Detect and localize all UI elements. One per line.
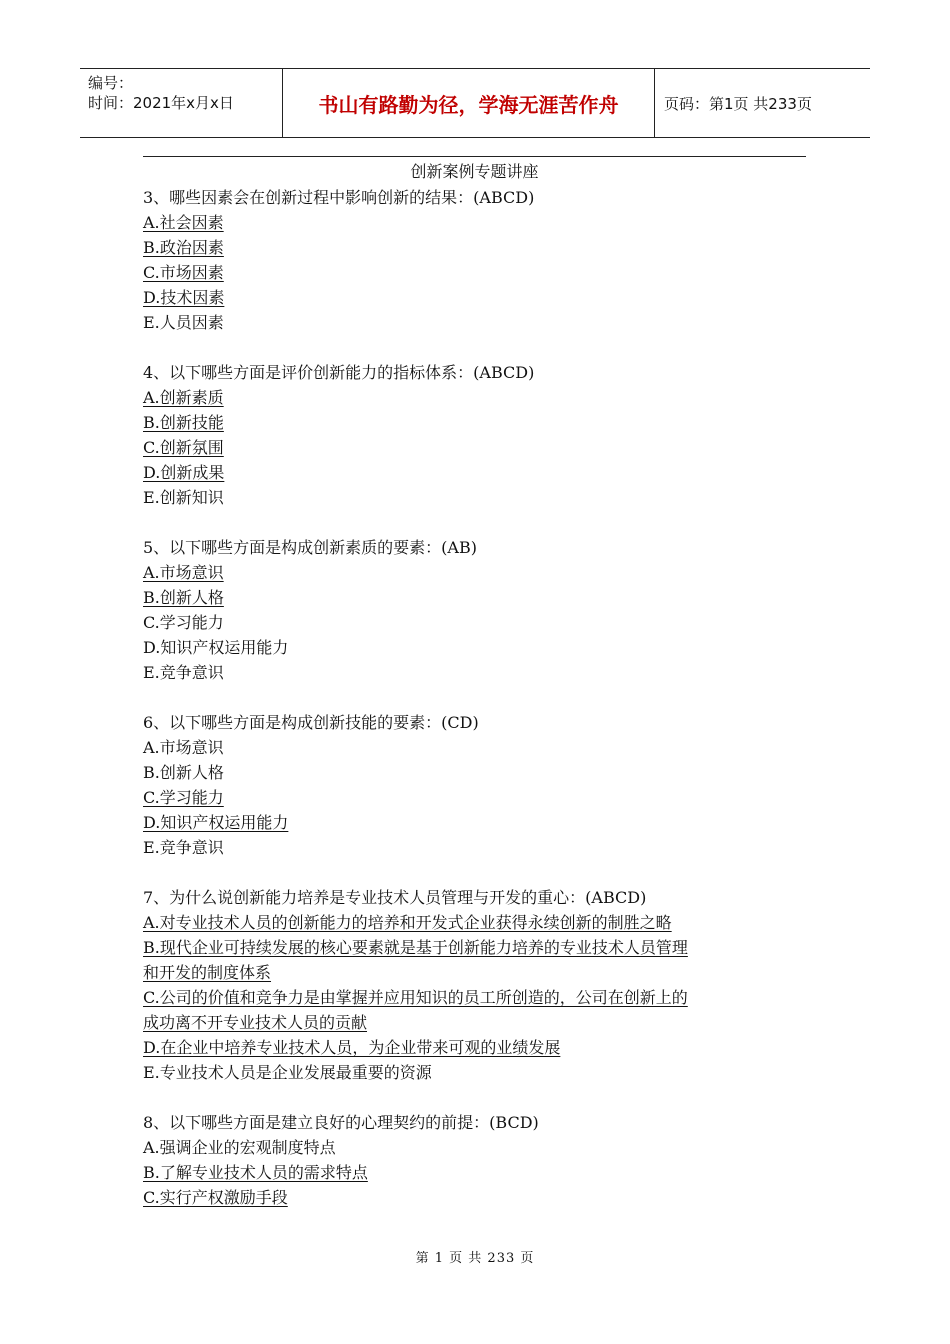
option: E.专业技术人员是企业发展最重要的资源 — [143, 1063, 432, 1082]
option-correct: C.公司的价值和竞争力是由掌握并应用知识的员工所创造的，公司在创新上的 — [143, 988, 688, 1007]
option-correct: 和开发的制度体系 — [143, 963, 272, 982]
option: D.知识产权运用能力 — [143, 638, 289, 657]
question-list — [143, 185, 806, 1210]
option: A.市场意识 — [143, 738, 224, 757]
option: B.创新人格 — [143, 763, 224, 782]
option-correct: A.市场意识 — [143, 563, 224, 582]
option-correct: C.市场因素 — [143, 263, 224, 282]
option-correct: D.技术因素 — [143, 288, 225, 307]
option-correct: D.创新成果 — [143, 463, 225, 482]
option-correct: 成功离不开专业技术人员的贡献 — [143, 1013, 368, 1032]
option-correct: A.对专业技术人员的创新能力的培养和开发式企业获得永续创新的制胜之略 — [143, 913, 672, 932]
option-correct: C.创新氛围 — [143, 438, 224, 457]
option: A.强调企业的宏观制度特点 — [143, 1138, 336, 1157]
serial-label: 编号： — [88, 74, 134, 92]
header-motto: 书山有路勤为径，学海无涯苦作舟 — [318, 92, 619, 117]
option: E.创新知识 — [143, 488, 224, 507]
option-correct: A.社会因素 — [143, 213, 224, 232]
question-stem: 5、以下哪些方面是构成创新素质的要素：(AB) — [143, 538, 477, 557]
option-correct: B.创新技能 — [143, 413, 224, 432]
document-title: 创新案例专题讲座 — [410, 162, 539, 181]
question-stem: 6、以下哪些方面是构成创新技能的要素：(CD) — [143, 713, 479, 732]
page-header — [80, 68, 870, 138]
option-correct: B.政治因素 — [143, 238, 224, 257]
option-correct: C.学习能力 — [143, 788, 224, 807]
header-meta — [88, 73, 234, 113]
option-correct: B.现代企业可持续发展的核心要素就是基于创新能力培养的专业技术人员管理 — [143, 938, 688, 957]
option-correct: B.了解专业技术人员的需求特点 — [143, 1163, 368, 1182]
title-rule — [143, 156, 806, 157]
option-correct: C.实行产权激励手段 — [143, 1188, 288, 1207]
option-correct: D.知识产权运用能力 — [143, 813, 289, 832]
option: E.人员因素 — [143, 313, 224, 332]
header-divider — [654, 69, 655, 137]
option-correct: D.在企业中培养专业技术人员，为企业带来可观的业绩发展 — [143, 1038, 561, 1057]
option-correct: A.创新素质 — [143, 388, 224, 407]
option: E.竞争意识 — [143, 663, 224, 682]
option: E.竞争意识 — [143, 838, 224, 857]
question-stem: 4、以下哪些方面是评价创新能力的指标体系：(ABCD) — [143, 363, 535, 382]
date-line: 时间：2021年x月x日 — [88, 94, 234, 112]
question-stem: 7、为什么说创新能力培养是专业技术人员管理与开发的重心：(ABCD) — [143, 888, 647, 907]
page-footer: 第 1 页 共 233 页 — [415, 1251, 535, 1266]
question-stem: 8、以下哪些方面是建立良好的心理契约的前提：(BCD) — [143, 1113, 539, 1132]
option: C.学习能力 — [143, 613, 224, 632]
header-page-info: 页码：第1页 共233页 — [664, 94, 812, 113]
option-correct: B.创新人格 — [143, 588, 224, 607]
question-stem: 3、哪些因素会在创新过程中影响创新的结果：(ABCD) — [143, 188, 535, 207]
